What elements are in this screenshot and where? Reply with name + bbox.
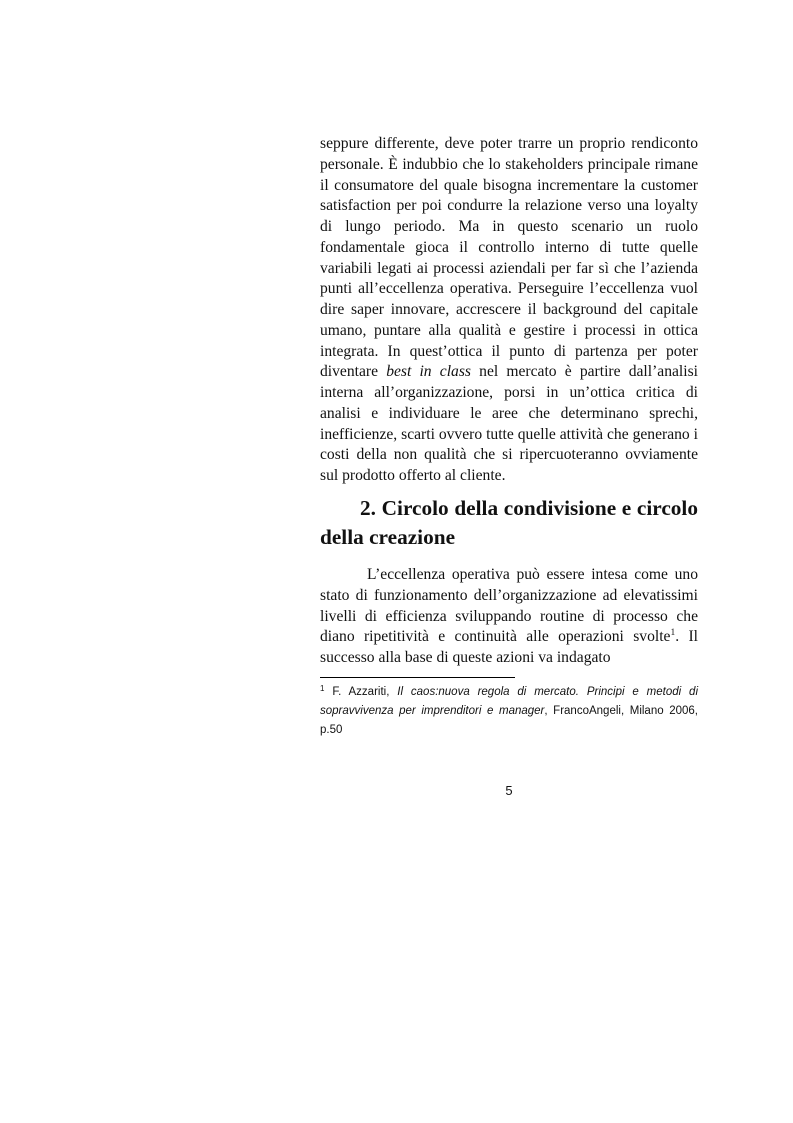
footnote-reference: 1 [670,628,676,639]
footnote-marker: 1 [320,684,325,693]
body-paragraph [320,565,698,669]
paragraph-text: . Il successo alla base di queste azioni va indagato [320,628,698,666]
section-number: 2. [360,496,376,520]
footnote [320,683,698,740]
section-heading [320,494,698,552]
footnote-title: Il caos:nuova regola di mercato. Principi e metodi di sopravvivenza per imprenditori e manager [320,686,698,717]
body-paragraph [320,134,698,487]
section-title: Circolo della condivisione e circolo della creazione [320,496,699,549]
footnote-author: F. Azzariti, [332,686,390,698]
paragraph-text: nel mercato è partire dall’analisi interna all’organizzazione, porsi in un’ottica critica di analisi e individuare le aree che determinano sprechi, inefficienze, scarti ovvero tutte quelle attività che generano i costi della non qualità che si ripercuoteranno ovviamente sul prodotto offerto al cliente. [320,363,698,484]
emphasis-text: best in class [386,363,471,381]
paragraph-text: L’eccellenza operativa può essere intesa come uno stato di funzionamento dell’organizzazione ad elevatissimi livelli di efficienza sviluppando routine di processo che diano ripetitività e continuità alle operazioni svolte [320,566,698,646]
footnote-publication: , FrancoAngeli, Milano 2006, p.50 [320,705,698,736]
paragraph-text: seppure differente, deve poter trarre un proprio rendiconto personale. È indubbio che lo stakeholders principale rimane il consumatore del quale bisogna incrementare la customer satisfaction per poi condurre la relazione verso una loyalty di lungo periodo. Ma in questo scenario un ruolo fondamentale gioca il controllo interno di tutte quelle variabili legati ai processi aziendali per far sì che l’azienda punti all’eccellenza operativa. Perseguire l’eccellenza vuol dire saper innovare, accrescere il background del capitale umano, puntare alla qualità e gestire i processi in ottica integrata. In quest’ottica il punto di partenza per poter diventare [320,135,698,381]
page-number: 5 [505,783,513,798]
footnote-divider [320,677,515,678]
